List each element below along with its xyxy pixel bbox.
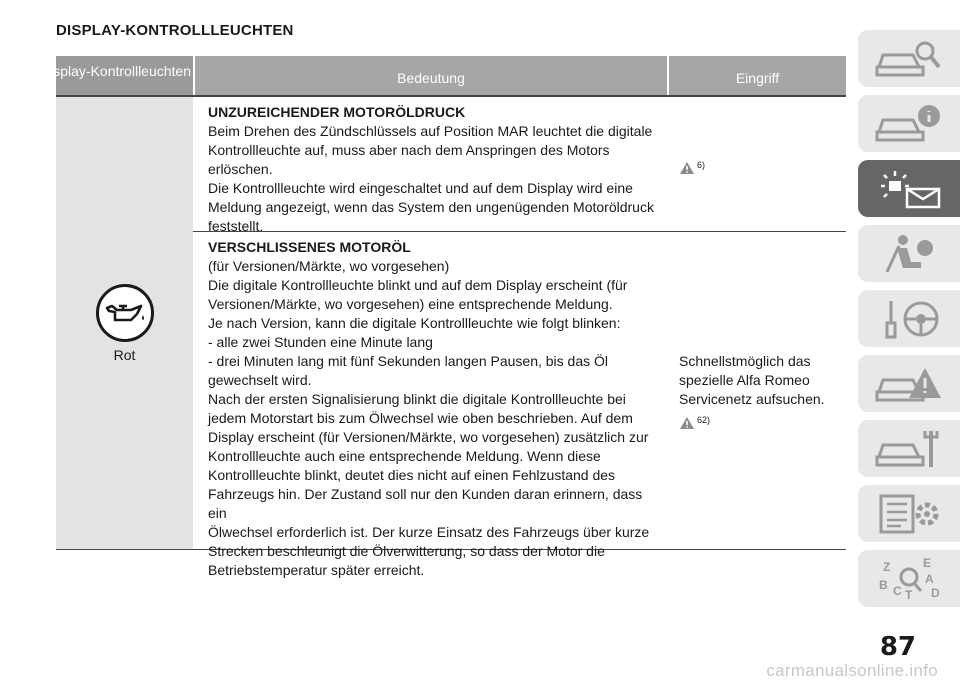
row-text: jedem Motorstart bis zum Ölwechsel wie oben beschrieben. Auf dem (208, 410, 633, 426)
row-text: Betriebstemperatur später erreicht. (208, 562, 425, 578)
seat-airbag-icon (873, 232, 945, 276)
warning-reference[interactable]: 62) (679, 411, 846, 430)
key-steering-wheel-icon (873, 297, 945, 341)
row-text: Kontrollleuchte blinkt, deutet dies nicht auf einen Fehlzustand des (208, 467, 616, 483)
specs-gear-icon (873, 492, 945, 536)
section-title: DISPLAY-KONTROLLLEUCHTEN (56, 22, 294, 39)
sidebar-tab-car-warning[interactable] (858, 355, 960, 412)
row-text: Versionen/Märkte, wo vorgesehen) eine entsprechende Meldung. (208, 296, 613, 312)
row-text: - drei Minuten lang mit fünf Sekunden langen Pausen, bis das Öl (208, 353, 609, 369)
warning-triangle-icon (679, 416, 695, 430)
row-text: Die digitale Kontrollleuchte blinkt und auf dem Display erscheint (für (208, 277, 628, 293)
symbol-color-label: Rot (113, 346, 136, 363)
svg-text:A: A (925, 571, 934, 586)
row-text: Meldung angezeigt, wenn das System den ungenügenden Motoröldruck (208, 199, 654, 215)
svg-text:D: D (931, 585, 940, 600)
header-meaning: Bedeutung (193, 56, 667, 95)
row-title: VERSCHLISSENES MOTORÖL (208, 239, 411, 255)
car-info-icon (873, 102, 945, 146)
meaning-cell (193, 232, 667, 578)
svg-text:T: T (905, 587, 913, 602)
svg-text:B: B (879, 577, 888, 592)
row-text: Kontrollleuchte auf, muss aber nach dem Anspringen des Motors (208, 142, 610, 158)
sidebar-tab-specs[interactable] (858, 485, 960, 542)
row-text: feststellt. (208, 218, 264, 234)
svg-text:Z: Z (883, 559, 891, 574)
sidebar-tab-seat-airbag[interactable] (858, 225, 960, 282)
header-action: Eingriff (667, 56, 846, 95)
row-text: Fahrzeugs hin. Der Zustand soll nur den Kunden daran erinnern, dass ein (208, 486, 643, 521)
car-search-icon (873, 37, 945, 81)
row-text: Nach der ersten Signalisierung blinkt die digitale Kontrollleuchte bei (208, 391, 626, 407)
action-text: spezielle Alfa Romeo (679, 371, 810, 388)
warning-triangle-icon (679, 161, 695, 175)
row-text: Ölwechsel erforderlich ist. Der kurze Einsatz des Fahrzeugs über kurze (208, 524, 650, 540)
row-text: gewechselt wird. (208, 372, 312, 388)
watermark: carmanualsonline.info (766, 661, 938, 680)
table-body (56, 97, 846, 578)
row-text: Display erscheint (für Versionen/Märkte, wo vorgesehen) zusätzlich zur (208, 429, 649, 445)
table-rows (193, 97, 846, 578)
row-text: erlöschen. (208, 161, 273, 177)
action-text: Schnellstmöglich das (679, 352, 811, 369)
sidebar-tab-key-steering[interactable] (858, 290, 960, 347)
meaning-cell (193, 97, 667, 234)
row-text: Strecken beschleunigt die Ölverwitterung, so dass der Motor die (208, 543, 605, 559)
symbol-cell (56, 97, 193, 550)
sidebar-tab-car-info[interactable] (858, 95, 960, 152)
action-cell (667, 232, 846, 549)
row-text: Die Kontrollleuchte wird eingeschaltet und auf dem Display wird eine (208, 180, 633, 196)
action-text: Servicenetz aufsuchen. (679, 390, 825, 407)
car-wrench-icon (873, 427, 945, 471)
row-text: Je nach Version, kann die digitale Kontrollleuchte wie folgt blinken: (208, 315, 621, 331)
row-text: - alle zwei Stunden eine Minute lang (208, 334, 433, 350)
table-row (193, 97, 846, 232)
row-text: Kontrollleuchte auch eine entsprechende Meldung. Wenn diese (208, 448, 601, 464)
sidebar-tab-car-search[interactable] (858, 30, 960, 87)
table-header (40, 56, 846, 97)
chapter-sidebar (858, 30, 960, 615)
row-text: (für Versionen/Märkte, wo vorgesehen) (208, 258, 450, 274)
oil-can-icon (96, 284, 154, 342)
sidebar-tab-car-wrench[interactable] (858, 420, 960, 477)
action-cell (667, 97, 846, 231)
row-title: UNZUREICHENDER MOTORÖLDRUCK (208, 104, 466, 120)
table-row (193, 232, 846, 578)
warning-lights-table (40, 56, 846, 578)
header-symbol: Display-Kontrollleuchten (56, 56, 193, 95)
sidebar-tab-index[interactable] (858, 550, 960, 607)
svg-text:E: E (923, 555, 932, 570)
warning-lights-icon (873, 167, 945, 211)
warning-reference[interactable]: 6) (679, 156, 846, 175)
row-text: Beim Drehen des Zündschlüssels auf Position MAR leuchtet die digitale (208, 123, 653, 139)
car-warning-icon (873, 362, 945, 406)
sidebar-tab-warning-lights[interactable] (858, 160, 960, 217)
page-number: 87 (879, 632, 916, 662)
svg-text:C: C (893, 583, 902, 598)
index-letters-icon (873, 557, 945, 601)
